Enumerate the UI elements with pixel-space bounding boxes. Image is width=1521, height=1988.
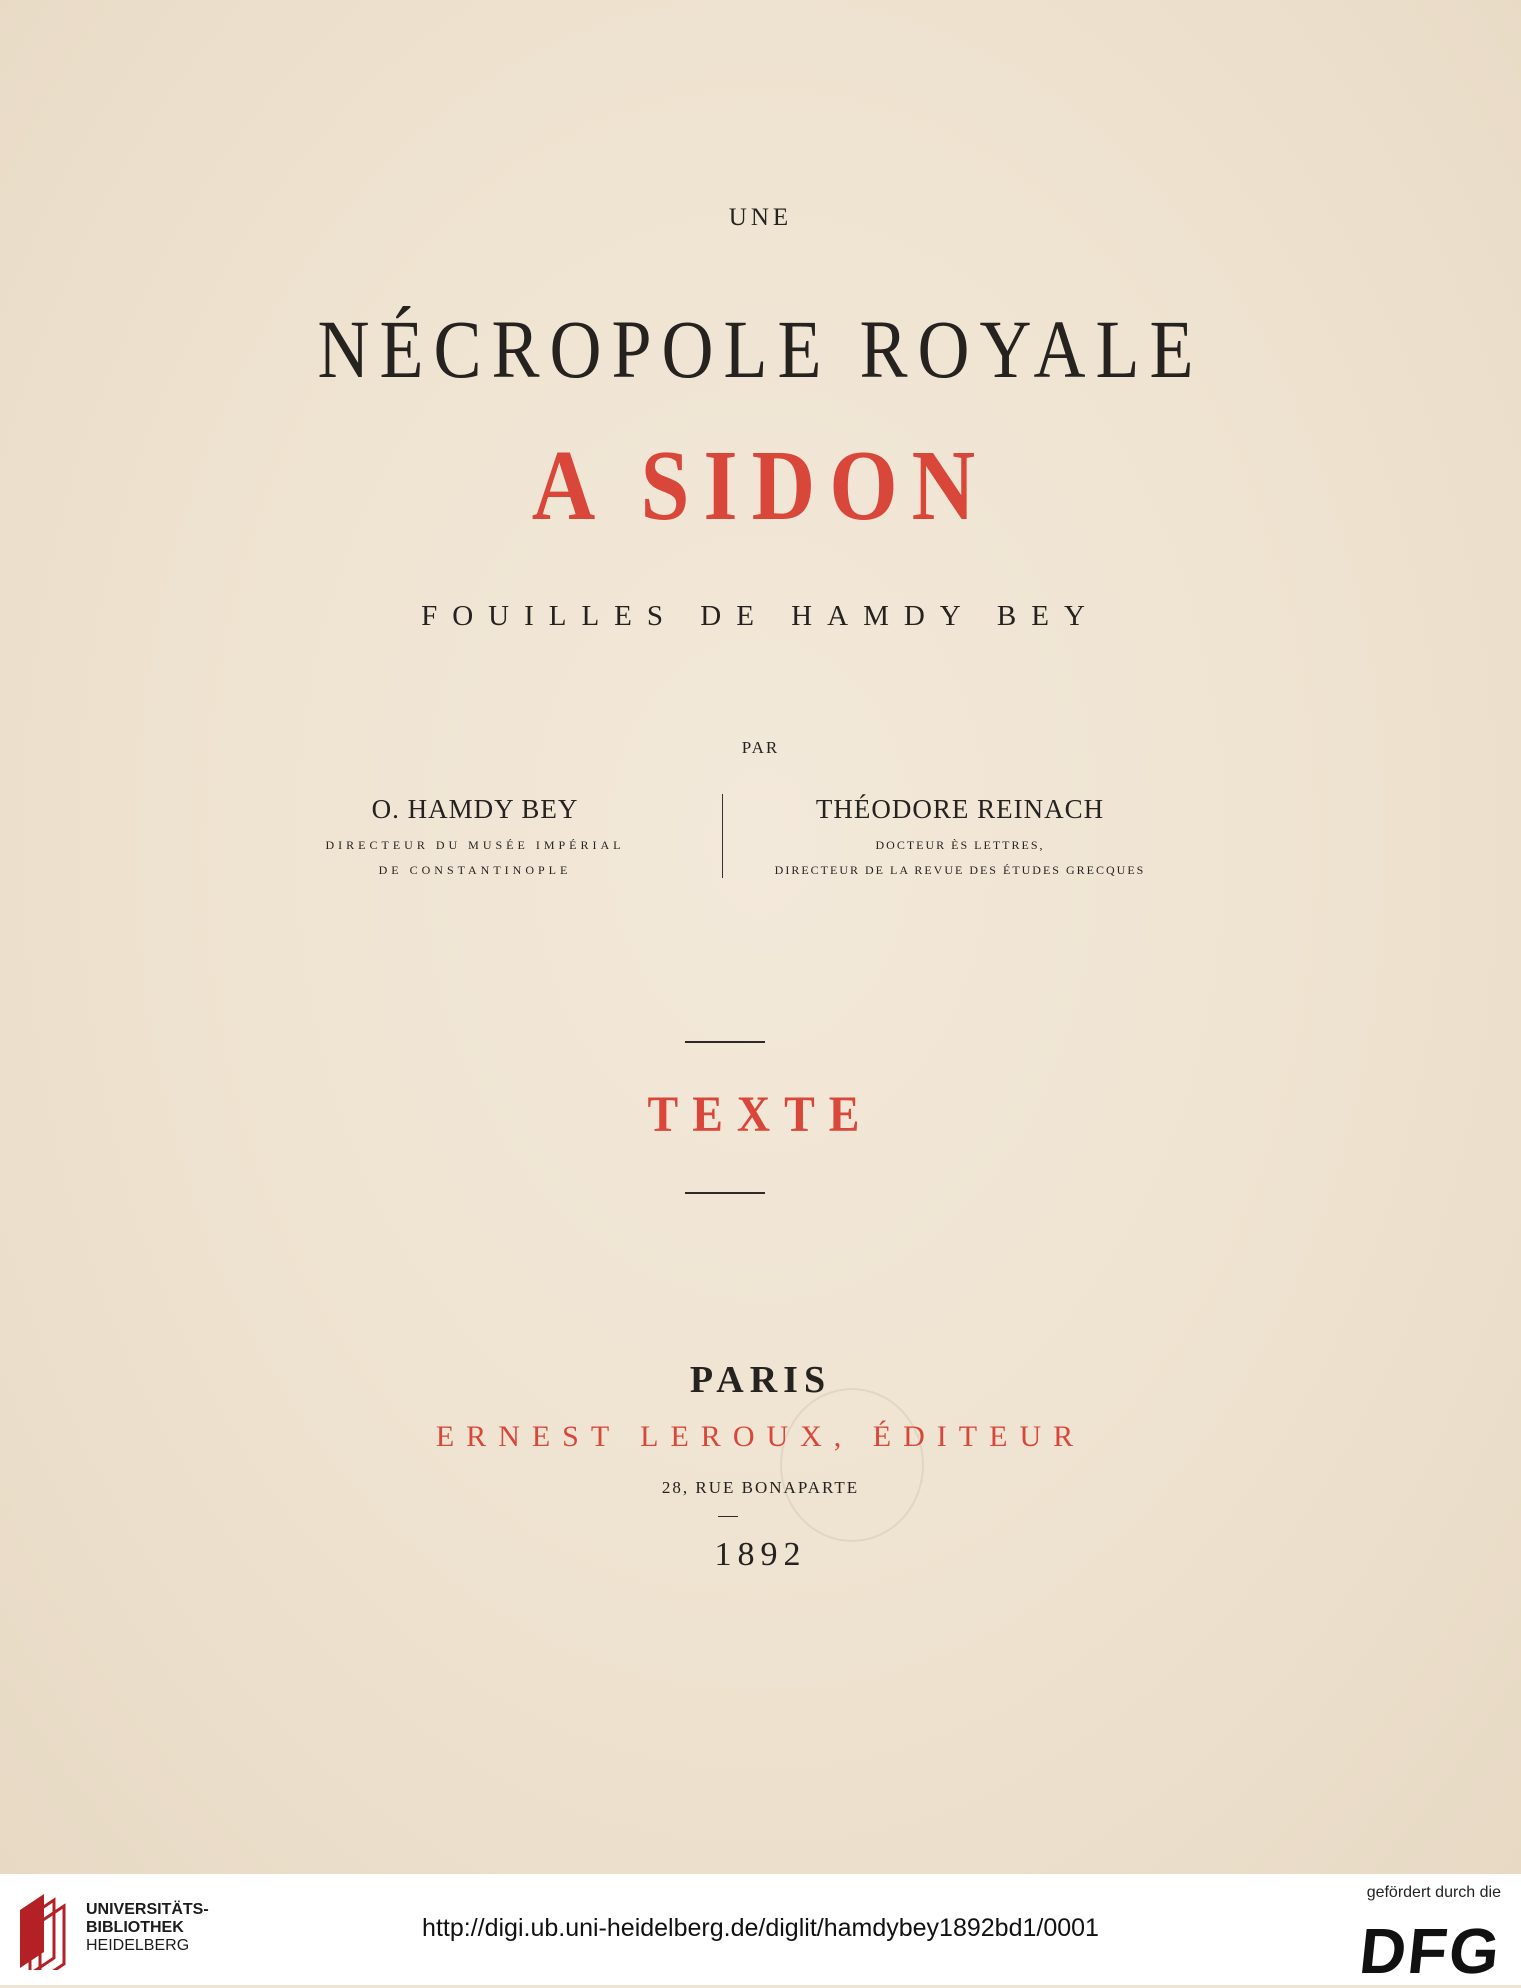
dfg-logo: DFG bbox=[1356, 1915, 1505, 1987]
author-role-line: DE CONSTANTINOPLE bbox=[378, 863, 572, 877]
publisher: ERNEST LEROUX, ÉDITEUR bbox=[435, 1420, 1086, 1453]
permalink-url[interactable]: http://digi.ub.uni-heidelberg.de/diglit/hamdybey1892bd1/0001 bbox=[422, 1914, 1099, 1942]
location-title: A SIDON bbox=[531, 430, 990, 542]
funding-note: gefördert durch die bbox=[1366, 1884, 1501, 1901]
library-line: BIBLIOTHEK bbox=[86, 1919, 184, 1936]
author-role-line: DIRECTEUR DE LA REVUE DES ÉTUDES GRECQUES bbox=[774, 863, 1146, 877]
author-role-line: DIRECTEUR DU MUSÉE IMPÉRIAL bbox=[325, 838, 625, 852]
author-hamdy-bey bbox=[310, 794, 640, 883]
author-name: THÉODORE REINACH bbox=[815, 794, 1105, 824]
publisher-address: 28, RUE BONAPARTE bbox=[661, 1478, 860, 1497]
subtitle: FOUILLES DE HAMDY BEY bbox=[421, 600, 1100, 632]
author-role-line: DOCTEUR ÈS LETTRES, bbox=[875, 838, 1045, 852]
publication-city: PARIS bbox=[689, 1359, 832, 1401]
author-reinach bbox=[740, 794, 1180, 883]
title-prefix: UNE bbox=[728, 204, 793, 231]
volume-label: TEXTE bbox=[647, 1086, 874, 1143]
library-stamp bbox=[780, 1388, 924, 1542]
digitization-footer bbox=[0, 1874, 1521, 1985]
divider-rule bbox=[685, 1041, 765, 1043]
divider-rule bbox=[685, 1192, 765, 1194]
library-line: UNIVERSITÄTS- bbox=[86, 1901, 209, 1918]
author-divider bbox=[722, 794, 723, 878]
by-label: PAR bbox=[741, 738, 780, 757]
publication-year: 1892 bbox=[714, 1536, 807, 1573]
main-title: NÉCROPOLE ROYALE bbox=[317, 303, 1204, 396]
short-dash bbox=[718, 1516, 738, 1517]
library-line: HEIDELBERG bbox=[86, 1937, 190, 1954]
author-name: O. HAMDY BEY bbox=[371, 794, 579, 824]
